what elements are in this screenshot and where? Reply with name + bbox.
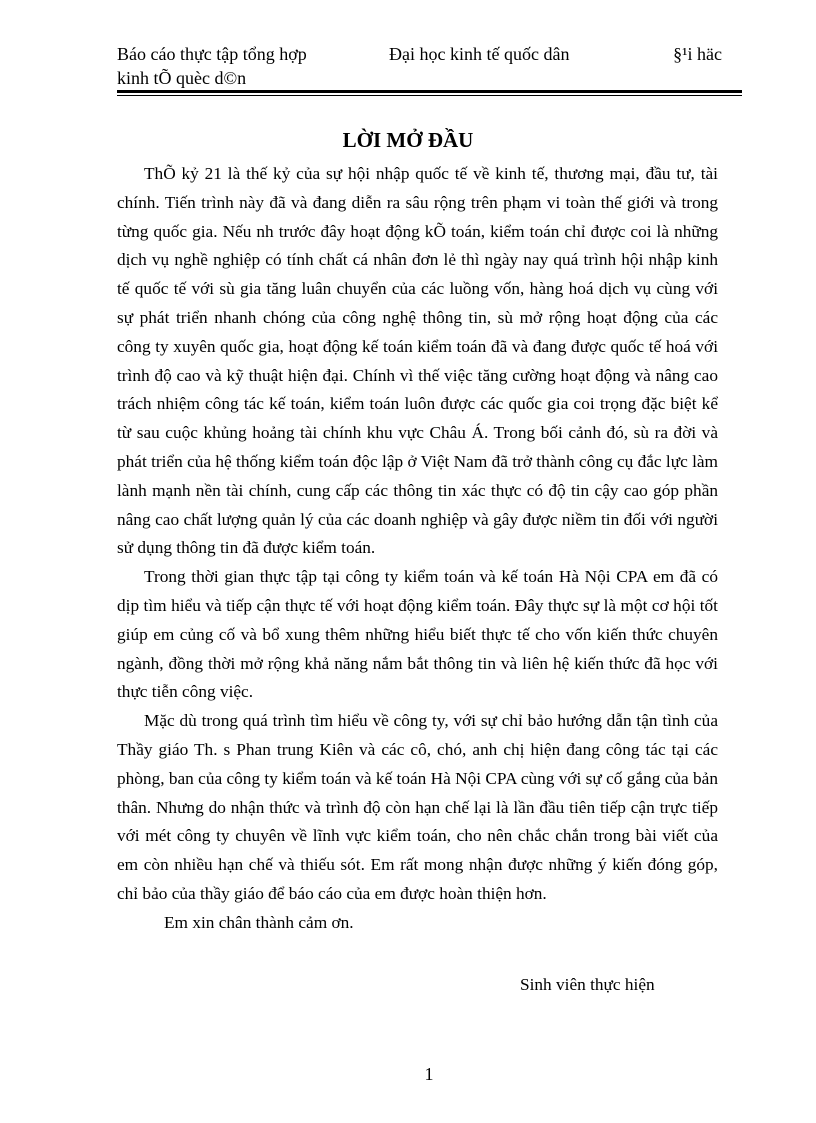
- header-university-encoded-line2: kinh tÕ quèc d©n: [117, 68, 247, 88]
- header-university: Đại học kinh tế quốc dân: [389, 44, 570, 64]
- header-rule-thin: [117, 95, 742, 96]
- page-header: [117, 42, 742, 90]
- header-rule-thick: [117, 90, 742, 93]
- paragraph-intro: ThÕ kỷ 21 là thế kỷ của sự hội nhập quốc tế về kinh tế, thương mại, đầu tư, tài chính. Tiến trình này đã và đang diễn ra sâu rộng trên phạm vi toàn thế giới và trong từng quốc gia. Nếu nh trước đây hoạt động kÕ toán, kiểm toán chỉ được coi là những dịch vụ nghề nghiệp có tính chất cá nhân đơn lẻ thì ngày nay quá trình hội nhập kinh tế quốc tế với sù gia tăng luân chuyển của các luồng vốn, hàng hoá dịch vụ cùng với sự phát triển nhanh chóng của công nghệ thông tin, sù mở rộng hoạt động của các công ty xuyên quốc gia, hoạt động kế toán kiểm toán đã và đang được quốc tế hoá với trình độ cao và kỹ thuật hiện đại. Chính vì thế việc tăng cường hoạt động và nâng cao trách nhiệm công tác kế toán, kiểm toán luôn được các quốc gia coi trọng đặc biệt kể từ sau cuộc khủng hoảng tài chính khu vực Châu Á. Trong bối cảnh đó, sù ra đời và phát triển của hệ thống kiểm toán độc lập ở Việt Nam đã trở thành công cụ đắc lực làm lành mạnh nền tài chính, cung cấp các thông tin xác thực có độ tin cậy cao góp phần nâng cao chất lượng quản lý của các doanh nghiệp và gây được niềm tin đối với người sử dụng thông tin đã được kiểm toán.: [117, 164, 718, 558]
- page-title: LỜI MỞ ĐẦU: [342, 128, 474, 152]
- page-number: 1: [424, 1064, 434, 1084]
- paragraph-internship: Trong thời gian thực tập tại công ty kiểm toán và kế toán Hà Nội CPA em đã có dịp tìm hiểu và tiếp cận thực tế với hoạt động kiểm toán. Đây thực sự là một cơ hội tốt giúp em củng cố và bổ xung thêm những hiểu biết thực tế cho vốn kiến thức chuyên ngành, đồng thời mở rộng khả năng nắm bắt thông tin và liên hệ kiến thức đã học với thực tiễn công việc.: [117, 567, 718, 702]
- header-report-title: Báo cáo thực tập tổng hợp: [117, 44, 307, 64]
- signature-line: Sinh viên thực hiện: [520, 975, 655, 994]
- header-university-encoded: §¹i häc: [673, 44, 722, 64]
- paragraph-acknowledgement: Mặc dù trong quá trình tìm hiểu về công ty, với sự chỉ bảo hướng dẫn tận tình của Thầy giáo Th. s Phan trung Kiên và các cô, chó, anh chị hiện đang công tác tại các phòng, ban của công ty kiểm toán và kế toán Hà Nội CPA cùng với sự cố gắng của bản thân. Nhưng do nhận thức và trình độ còn hạn chế lại là lần đầu tiên tiếp cận trực tiếp với mét công ty chuyên về lĩnh vực kiểm toán, cho nên chắc chắn trong bài viết của em còn nhiều hạn chế và thiếu sót. Em rất mong nhận được những ý kiến đóng góp, chỉ bảo của thầy giáo để báo cáo của em được hoàn thiện hơn.: [117, 711, 718, 903]
- paragraph-thanks: Em xin chân thành cảm ơn.: [164, 912, 354, 932]
- document-body: [117, 160, 718, 938]
